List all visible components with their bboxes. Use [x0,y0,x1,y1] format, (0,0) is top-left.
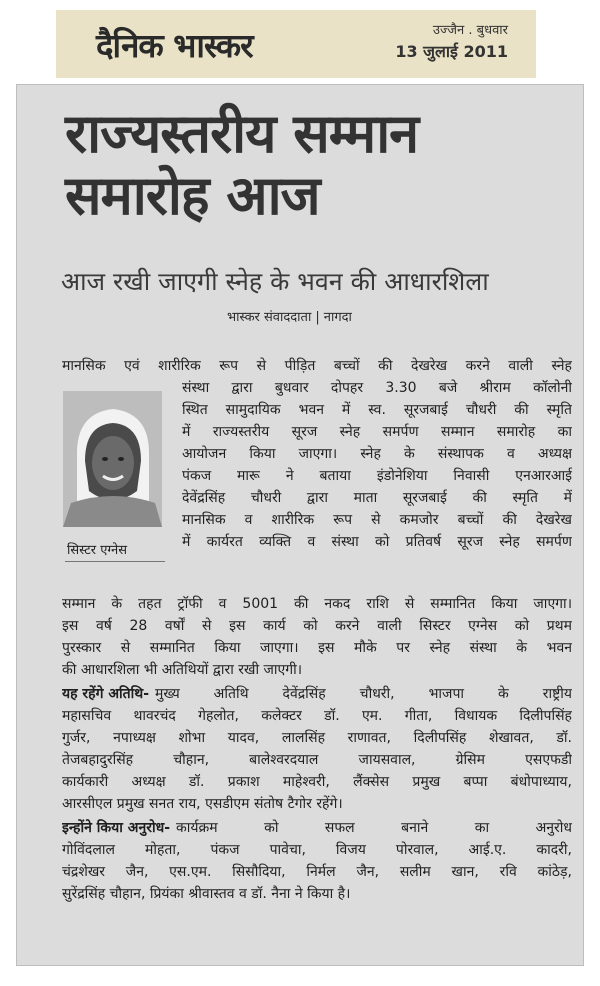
body-line: स्थित सामुदायिक भवन में स्व. सूरजबाई चौधरी की स्मृति [182,402,572,418]
body-line: मानसिक एवं शारीरिक रूप से पीड़ित बच्चों की देखरेख करने वाली स्नेह [62,358,572,374]
headline-line-2: समारोह आज [65,164,320,227]
guests-lead: यह रहेंगे अतिथि- [62,686,150,702]
body-line: महासचिव थावरचंद गेहलोत, कलेक्टर डॉ. एम. गीता, विधायक दिलीपसिंह [62,708,572,724]
city-day: उज्जैन . बुधवार [432,23,508,38]
photo-caption: सिस्टर एग्नेस [67,543,128,558]
guests-paragraph-start [62,683,572,705]
body-line: में कार्यरत व्यक्ति व संस्था को प्रतिवर्ष सूरज स्नेह समर्पण [182,534,572,550]
byline-separator: | [315,310,320,325]
body-line: सुरेंद्रसिंह चौहान, प्रियंका श्रीवास्तव व डॉ. नैना ने किया है। [62,886,351,902]
request-lead: इन्होंने किया अनुरोध- [62,820,171,836]
body-line: संस्था द्वारा बुधवार दोपहर 3.30 बजे श्रीराम कॉलोनी [182,380,572,396]
body-line: आरसीएल प्रमुख सनत राय, एसडीएम संतोष टैगोर रहेंगे। [62,796,343,812]
body-line: गोविंदलाल मोहता, पंकज पावेचा, विजय पोरवाल, आई.ए. कादरी, [62,842,572,858]
portrait-photo [63,391,162,527]
subheadline: आज रखी जाएगी स्नेह के भवन की आधारशिला [61,267,489,296]
body-line: की आधारशिला भी अतिथियों द्वारा रखी जाएगी। [62,662,303,678]
news-clipping [16,84,584,966]
body-line: पुरस्कार से सम्मानित किया जाएगा। इस मौके पर स्नेह संस्था के भवन [62,640,572,656]
body-line: मुख्य अतिथि देवेंद्रसिंह चौधरी, भाजपा के राष्ट्रीय [155,686,572,702]
headline [65,103,565,227]
newspaper-brand: दैनिक भास्कर [96,26,253,65]
body-line: कार्यकारी अध्यक्ष डॉ. प्रकाश माहेश्वरी, लैंक्सेस प्रमुख बप्पा बंधोपाध्याय, [62,774,572,790]
publication-date: 13 जुलाई 2011 [395,42,508,61]
body-line: तेजबहादुरसिंह चौहान, बालेश्वरदयाल जायसवाल, ग्रेसिम एसएफडी [62,752,572,768]
body-line: देवेंद्रसिंह चौधरी द्वारा माता सूरजबाई की स्मृति में [182,490,572,506]
body-line: सम्मान के तहत ट्रॉफी व 5001 की नकद राशि से सम्मानित किया जाएगा। [62,596,572,612]
body-line: गुर्जर, नपाध्यक्ष शोभा यादव, लालसिंह राणावत, दिलीपसिंह शेखावत, डॉ. [62,730,572,746]
request-paragraph-start [62,817,572,839]
caption-divider [65,561,165,562]
body-line: में राज्यस्तरीय सूरज स्नेह समर्पण सम्मान समारोह का [182,424,572,440]
dateline [395,22,508,65]
byline-place: नागदा [323,310,352,325]
byline [227,309,352,327]
newspaper-masthead [56,10,536,78]
body-line: चंद्रशेखर जैन, एस.एम. सिसौदिया, निर्मल जैन, सलीम खान, रवि कांठेड़, [62,864,572,880]
byline-reporter: भास्कर संवाददाता [227,310,312,325]
body-line: कार्यक्रम को सफल बनाने का अनुरोध [176,820,572,836]
body-line: आयोजन किया जाएगा। स्नेह के संस्थापक व अध्यक्ष [182,446,572,462]
headline-line-1: राज्यस्तरीय सम्मान [65,102,419,165]
body-line: इस वर्ष 28 वर्षों से इस कार्य को करने वाली सिस्टर एग्नेस को प्रथम [62,618,572,634]
body-line: मानसिक व शारीरिक रूप से कमजोर बच्चों की देखरेख [182,512,572,528]
body-line: पंकज मारू ने बताया इंडोनेशिया निवासी एनआरआई [182,468,572,484]
